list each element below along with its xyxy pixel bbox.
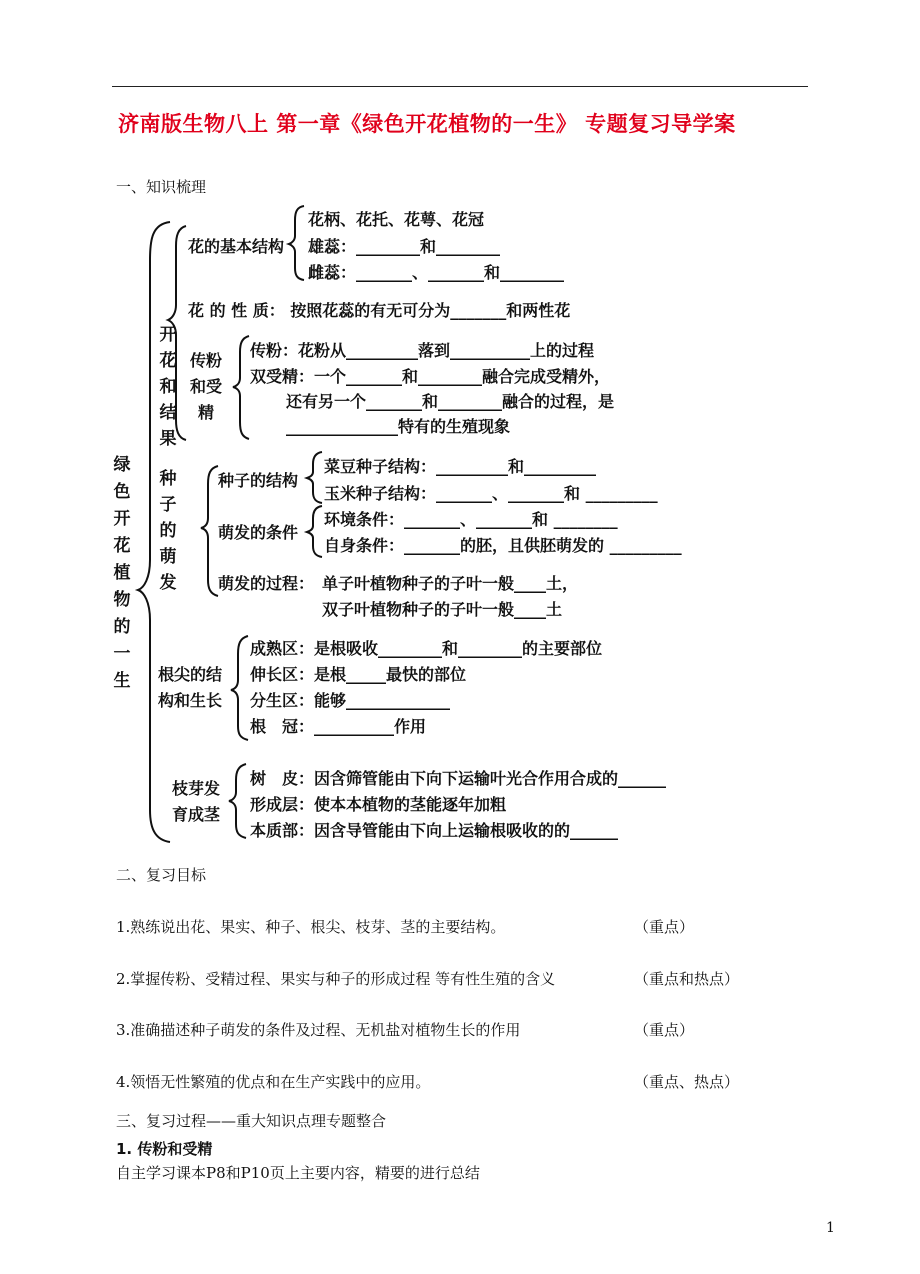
objective-1-tag: （重点）: [634, 918, 695, 936]
document-title: 济南版生物八上 第一章《绿色开花植物的一生》 专题复习导学案: [118, 112, 736, 136]
flower-structure-3: 雌蕊：_______、_______和________: [308, 263, 565, 282]
pollination-2: 双受精：一个_______和________融合完成受精外，: [250, 367, 611, 386]
page-number: 1: [826, 1220, 835, 1236]
stem-1: 树 皮：因含筛管能由下向下运输叶光合作用合成的______: [250, 769, 667, 788]
germ-proc-label: 萌发的过程：: [218, 574, 315, 593]
germ-proc-2: 双子叶植物种子的子叶一般____土: [322, 600, 563, 619]
root-tip-label: 根尖的结构和生长: [158, 665, 223, 710]
objective-2: 2.掌握传粉、受精过程、果实与种子的形成过程 等有性生殖的含义: [116, 970, 556, 988]
pollination-brace: [233, 336, 249, 439]
stem-2: 形成层：使本本植物的茎能逐年加粗: [250, 795, 507, 814]
seed-structure-brace: [307, 452, 322, 503]
section-3-subheading: 1. 传粉和受精: [116, 1140, 213, 1158]
root-tip-1: 成熟区：是根吸收________和________的主要部位: [250, 639, 603, 658]
section-1-heading: 一、知识梳理: [116, 178, 207, 196]
stem-label: 枝芽发育成茎: [172, 779, 221, 824]
germ-cond-1: 环境条件：_______、_______和 ________: [324, 510, 618, 529]
seed-structure-1: 菜豆种子结构：_________和_________: [324, 457, 597, 476]
objective-1: 1.熟练说出花、果实、种子、根尖、枝芽、茎的主要结构。: [116, 918, 506, 936]
flower-structure-label: 花的基本结构: [188, 237, 285, 256]
flower-nature: 花 的 性 质： 按照花蕊的有无可分为_______和两性花: [188, 301, 571, 320]
diagram-root-label: 绿色开花植物的一生: [113, 455, 131, 691]
flower-structure-brace: [289, 206, 304, 280]
objective-4-tag: （重点、热点）: [634, 1073, 740, 1091]
flower-structure-2: 雄蕊：________和________: [308, 237, 501, 256]
germ-cond-2: 自身条件：_______的胚，且供胚萌发的 _________: [324, 536, 682, 555]
branch-flower-label: 开花和结果: [159, 325, 177, 449]
seed-structure-2: 玉米种子结构：_______、_______和 _________: [324, 484, 658, 503]
section-2-heading: 二、复习目标: [116, 866, 207, 884]
germ-cond-label: 萌发的条件: [218, 523, 299, 542]
seed-brace: [201, 466, 218, 596]
objective-3: 3.准确描述种子萌发的条件及过程、无机盐对植物生长的作用: [116, 1021, 521, 1039]
germ-proc-1: 单子叶植物种子的子叶一般____土，: [322, 574, 579, 593]
pollination-label: 传粉和受精: [189, 351, 222, 422]
branch-seed-label: 种子的萌发: [159, 469, 177, 593]
germ-cond-brace: [307, 506, 322, 557]
flower-structure-1: 花柄、花托、花萼、花冠: [308, 210, 485, 229]
root-tip-4: 根 冠：__________作用: [250, 717, 427, 736]
pollination-1: 传粉：花粉从_________落到__________上的过程: [250, 341, 595, 360]
objective-3-tag: （重点）: [634, 1021, 695, 1039]
pollination-3: 还有另一个_______和________融合的过程，是: [286, 392, 615, 411]
objective-4: 4.领悟无性繁殖的优点和在生产实践中的应用。: [116, 1073, 431, 1091]
objective-2-tag: （重点和热点）: [634, 970, 740, 988]
section-3-body: 自主学习课本P8和P10页上主要内容，精要的进行总结: [116, 1164, 480, 1182]
root-tip-2: 伸长区：是根_____最快的部位: [250, 665, 467, 684]
section-3-heading: 三、复习过程——重大知识点理专题整合: [116, 1112, 387, 1130]
seed-structure-label: 种子的结构: [218, 471, 299, 490]
root-tip-3: 分生区：能够_____________: [250, 691, 451, 710]
pollination-4: ______________特有的生殖现象: [286, 417, 511, 436]
stem-3: 本质部：因含导管能由下向上运输根吸收的的______: [250, 821, 619, 840]
